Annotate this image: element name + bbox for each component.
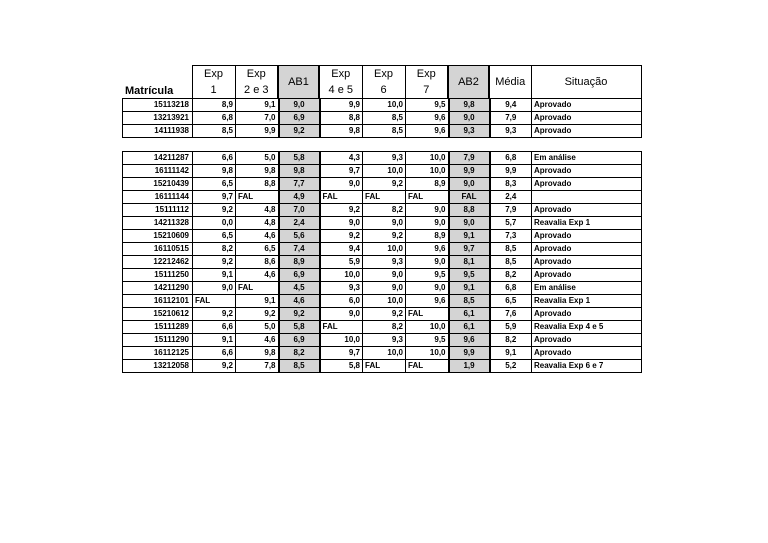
cell-exp6: 8,2 (363, 321, 406, 334)
cell-exp45: 9,8 (320, 125, 363, 138)
header-situacao: Situação (531, 66, 641, 99)
cell-situacao: Aprovado (532, 178, 642, 191)
cell-exp45: 5,9 (320, 256, 363, 269)
cell-exp6: 10,0 (363, 165, 406, 178)
cell-exp7: FAL (406, 308, 449, 321)
cell-situacao: Em análise (532, 282, 642, 295)
table-row (123, 217, 642, 230)
cell-ab2: 6,1 (449, 308, 490, 321)
cell-media: 8,2 (490, 334, 532, 347)
cell-exp45: 5,8 (320, 360, 363, 373)
cell-matricula: 15210612 (123, 308, 193, 321)
cell-situacao: Aprovado (532, 243, 642, 256)
cell-ab1: 5,8 (279, 152, 320, 165)
cell-exp6: 9,3 (363, 152, 406, 165)
cell-exp23: 4,6 (236, 230, 279, 243)
cell-exp45: 9,3 (320, 282, 363, 295)
cell-exp6: 8,5 (363, 125, 406, 138)
grades-table-group-2 (122, 151, 642, 373)
cell-exp7: 9,5 (406, 334, 449, 347)
cell-exp6: 8,2 (363, 204, 406, 217)
header-exp1: Exp 1 (192, 66, 235, 99)
cell-ab1: 6,9 (279, 269, 320, 282)
cell-matricula: 13212058 (123, 360, 193, 373)
cell-exp6: 9,2 (363, 178, 406, 191)
cell-exp7: 10,0 (406, 165, 449, 178)
cell-exp45: FAL (320, 191, 363, 204)
cell-matricula: 14211290 (123, 282, 193, 295)
cell-situacao: Reavalia Exp 6 e 7 (532, 360, 642, 373)
cell-exp6: 10,0 (363, 99, 406, 112)
cell-exp45: 9,2 (320, 204, 363, 217)
cell-exp6: FAL (363, 191, 406, 204)
cell-media: 9,9 (490, 165, 532, 178)
cell-situacao (532, 191, 642, 204)
cell-ab1: 8,2 (279, 347, 320, 360)
cell-media: 6,5 (490, 295, 532, 308)
cell-exp45: FAL (320, 321, 363, 334)
cell-matricula: 12212462 (123, 256, 193, 269)
cell-exp45: 10,0 (320, 269, 363, 282)
cell-exp7: FAL (406, 360, 449, 373)
cell-exp7: 9,0 (406, 204, 449, 217)
cell-exp6: 9,0 (363, 282, 406, 295)
table-row (123, 295, 642, 308)
table-row (123, 282, 642, 295)
cell-exp23: 7,0 (236, 112, 279, 125)
cell-ab2: 1,9 (449, 360, 490, 373)
cell-exp1: 8,5 (193, 125, 236, 138)
cell-exp7: 9,0 (406, 282, 449, 295)
cell-matricula: 15113218 (123, 99, 193, 112)
cell-media: 8,3 (490, 178, 532, 191)
cell-situacao: Aprovado (532, 165, 642, 178)
cell-exp7: 8,9 (406, 178, 449, 191)
cell-ab1: 4,6 (279, 295, 320, 308)
cell-exp23: 9,8 (236, 347, 279, 360)
cell-exp23: 8,8 (236, 178, 279, 191)
cell-exp7: 10,0 (406, 152, 449, 165)
cell-situacao: Reavalia Exp 1 (532, 217, 642, 230)
cell-exp1: 6,8 (193, 112, 236, 125)
cell-matricula: 15111289 (123, 321, 193, 334)
header-matricula: Matrícula (125, 85, 174, 97)
cell-media: 8,5 (490, 243, 532, 256)
cell-ab1: 8,9 (279, 256, 320, 269)
cell-ab2: 9,0 (449, 112, 490, 125)
cell-ab1: 4,5 (279, 282, 320, 295)
cell-media: 7,9 (490, 204, 532, 217)
cell-media: 8,5 (490, 256, 532, 269)
cell-ab2: 8,8 (449, 204, 490, 217)
cell-matricula: 13213921 (123, 112, 193, 125)
cell-exp45: 9,0 (320, 217, 363, 230)
cell-exp23: 6,5 (236, 243, 279, 256)
cell-matricula: 15111250 (123, 269, 193, 282)
cell-ab2: 9,9 (449, 347, 490, 360)
cell-exp7: 9,5 (406, 269, 449, 282)
table-row (123, 230, 642, 243)
cell-media: 5,2 (490, 360, 532, 373)
cell-exp23: 9,1 (236, 295, 279, 308)
cell-exp45: 6,0 (320, 295, 363, 308)
cell-exp7: 9,0 (406, 217, 449, 230)
grades-table-header (122, 65, 642, 99)
cell-ab1: 9,2 (279, 308, 320, 321)
cell-exp1: 6,6 (193, 152, 236, 165)
cell-exp23: 4,6 (236, 269, 279, 282)
cell-matricula: 14211328 (123, 217, 193, 230)
table-row (123, 178, 642, 191)
cell-exp23: 8,6 (236, 256, 279, 269)
cell-exp1: 6,5 (193, 230, 236, 243)
table-row (123, 191, 642, 204)
table-row (123, 308, 642, 321)
cell-ab2: 6,1 (449, 321, 490, 334)
cell-exp1: FAL (193, 295, 236, 308)
cell-ab1: 9,0 (279, 99, 320, 112)
cell-media: 6,8 (490, 282, 532, 295)
cell-exp7: 9,6 (406, 243, 449, 256)
cell-ab2: 7,9 (449, 152, 490, 165)
cell-media: 8,2 (490, 269, 532, 282)
cell-exp23: FAL (236, 191, 279, 204)
cell-exp6: 8,5 (363, 112, 406, 125)
cell-ab1: 2,4 (279, 217, 320, 230)
cell-ab2: 9,8 (449, 99, 490, 112)
cell-exp23: 9,1 (236, 99, 279, 112)
cell-exp1: 6,6 (193, 347, 236, 360)
cell-exp45: 4,3 (320, 152, 363, 165)
cell-exp1: 9,1 (193, 334, 236, 347)
header-media: Média (489, 66, 531, 99)
cell-matricula: 16111144 (123, 191, 193, 204)
cell-media: 9,3 (490, 125, 532, 138)
cell-exp45: 9,7 (320, 165, 363, 178)
cell-exp45: 9,0 (320, 178, 363, 191)
cell-situacao: Aprovado (532, 347, 642, 360)
cell-matricula: 15111290 (123, 334, 193, 347)
table-row (123, 256, 642, 269)
table-row (123, 269, 642, 282)
cell-situacao: Aprovado (532, 204, 642, 217)
cell-exp7: 9,6 (406, 125, 449, 138)
cell-exp6: 9,2 (363, 230, 406, 243)
cell-matricula: 15111112 (123, 204, 193, 217)
cell-exp45: 10,0 (320, 334, 363, 347)
cell-situacao: Aprovado (532, 269, 642, 282)
cell-exp6: 10,0 (363, 243, 406, 256)
table-row (123, 125, 642, 138)
cell-ab1: 6,9 (279, 334, 320, 347)
cell-situacao: Em análise (532, 152, 642, 165)
cell-situacao: Aprovado (532, 112, 642, 125)
cell-matricula: 14111938 (123, 125, 193, 138)
cell-exp45: 9,7 (320, 347, 363, 360)
cell-exp7: FAL (406, 191, 449, 204)
cell-media: 5,7 (490, 217, 532, 230)
cell-exp1: 8,9 (193, 99, 236, 112)
cell-ab2: 9,1 (449, 230, 490, 243)
cell-exp23: 4,6 (236, 334, 279, 347)
cell-media: 2,4 (490, 191, 532, 204)
cell-ab1: 5,6 (279, 230, 320, 243)
cell-ab1: 7,7 (279, 178, 320, 191)
cell-exp45: 9,2 (320, 230, 363, 243)
table-row (123, 112, 642, 125)
cell-matricula: 15210609 (123, 230, 193, 243)
cell-exp1: 9,2 (193, 308, 236, 321)
cell-exp7: 9,6 (406, 295, 449, 308)
cell-ab1: 7,4 (279, 243, 320, 256)
cell-matricula: 16111142 (123, 165, 193, 178)
table-row (123, 243, 642, 256)
cell-exp1: 6,6 (193, 321, 236, 334)
cell-ab2: 9,6 (449, 334, 490, 347)
cell-exp23: 4,8 (236, 204, 279, 217)
cell-exp23: FAL (236, 282, 279, 295)
cell-ab2: 9,1 (449, 282, 490, 295)
cell-matricula: 15210439 (123, 178, 193, 191)
cell-matricula: 16110515 (123, 243, 193, 256)
cell-exp45: 9,9 (320, 99, 363, 112)
cell-ab2: 9,9 (449, 165, 490, 178)
cell-exp7: 8,9 (406, 230, 449, 243)
cell-exp1: 9,1 (193, 269, 236, 282)
cell-ab2: 9,0 (449, 217, 490, 230)
cell-ab1: 7,0 (279, 204, 320, 217)
cell-ab2: 8,1 (449, 256, 490, 269)
table-row (123, 347, 642, 360)
cell-exp23: 4,8 (236, 217, 279, 230)
cell-exp45: 8,8 (320, 112, 363, 125)
cell-ab2: 9,5 (449, 269, 490, 282)
cell-exp6: 10,0 (363, 347, 406, 360)
cell-exp23: 9,9 (236, 125, 279, 138)
cell-exp1: 9,2 (193, 256, 236, 269)
cell-exp45: 9,0 (320, 308, 363, 321)
cell-exp1: 8,2 (193, 243, 236, 256)
cell-media: 7,6 (490, 308, 532, 321)
cell-exp1: 9,2 (193, 360, 236, 373)
header-exp7: Exp 7 (405, 66, 448, 99)
cell-ab2: 9,7 (449, 243, 490, 256)
cell-ab1: 8,5 (279, 360, 320, 373)
cell-situacao: Aprovado (532, 256, 642, 269)
cell-exp6: 9,3 (363, 334, 406, 347)
cell-exp45: 9,4 (320, 243, 363, 256)
cell-ab1: 9,8 (279, 165, 320, 178)
cell-exp7: 10,0 (406, 347, 449, 360)
cell-exp7: 9,6 (406, 112, 449, 125)
table-row (123, 321, 642, 334)
cell-media: 6,8 (490, 152, 532, 165)
cell-exp23: 5,0 (236, 152, 279, 165)
cell-matricula: 16112101 (123, 295, 193, 308)
cell-situacao: Aprovado (532, 230, 642, 243)
header-exp6: Exp 6 (362, 66, 405, 99)
cell-situacao: Reavalia Exp 4 e 5 (532, 321, 642, 334)
cell-ab1: 5,8 (279, 321, 320, 334)
cell-ab2: 9,3 (449, 125, 490, 138)
cell-situacao: Aprovado (532, 125, 642, 138)
cell-exp23: 9,2 (236, 308, 279, 321)
cell-ab2: 9,0 (449, 178, 490, 191)
cell-ab1: 9,2 (279, 125, 320, 138)
table-row (123, 99, 642, 112)
cell-media: 7,3 (490, 230, 532, 243)
cell-ab1: 4,9 (279, 191, 320, 204)
cell-media: 9,1 (490, 347, 532, 360)
cell-matricula: 14211287 (123, 152, 193, 165)
table-row (123, 204, 642, 217)
cell-exp1: 0,0 (193, 217, 236, 230)
cell-ab2: 8,5 (449, 295, 490, 308)
cell-ab2: FAL (449, 191, 490, 204)
cell-exp23: 7,8 (236, 360, 279, 373)
cell-exp6: 9,0 (363, 269, 406, 282)
cell-situacao: Aprovado (532, 334, 642, 347)
cell-exp1: 9,8 (193, 165, 236, 178)
cell-media: 9,4 (490, 99, 532, 112)
cell-exp6: 9,0 (363, 217, 406, 230)
header-exp23: Exp 2 e 3 (235, 66, 278, 99)
cell-situacao: Aprovado (532, 308, 642, 321)
cell-exp7: 9,5 (406, 99, 449, 112)
cell-exp6: FAL (363, 360, 406, 373)
cell-exp7: 10,0 (406, 321, 449, 334)
cell-exp23: 5,0 (236, 321, 279, 334)
cell-exp1: 6,5 (193, 178, 236, 191)
cell-media: 7,9 (490, 112, 532, 125)
cell-exp23: 9,8 (236, 165, 279, 178)
cell-media: 5,9 (490, 321, 532, 334)
cell-matricula: 16112125 (123, 347, 193, 360)
header-ab1: AB1 (278, 66, 319, 99)
cell-exp6: 10,0 (363, 295, 406, 308)
cell-exp6: 9,2 (363, 308, 406, 321)
table-row (123, 165, 642, 178)
table-row (123, 360, 642, 373)
header-ab2: AB2 (448, 66, 489, 99)
grades-table-group-1 (122, 98, 642, 138)
table-row (123, 152, 642, 165)
cell-situacao: Reavalia Exp 1 (532, 295, 642, 308)
cell-exp1: 9,7 (193, 191, 236, 204)
cell-ab1: 6,9 (279, 112, 320, 125)
cell-situacao: Aprovado (532, 99, 642, 112)
table-row (123, 334, 642, 347)
cell-exp6: 9,3 (363, 256, 406, 269)
cell-exp1: 9,2 (193, 204, 236, 217)
cell-exp7: 9,0 (406, 256, 449, 269)
cell-exp1: 9,0 (193, 282, 236, 295)
header-exp45: Exp 4 e 5 (319, 66, 362, 99)
